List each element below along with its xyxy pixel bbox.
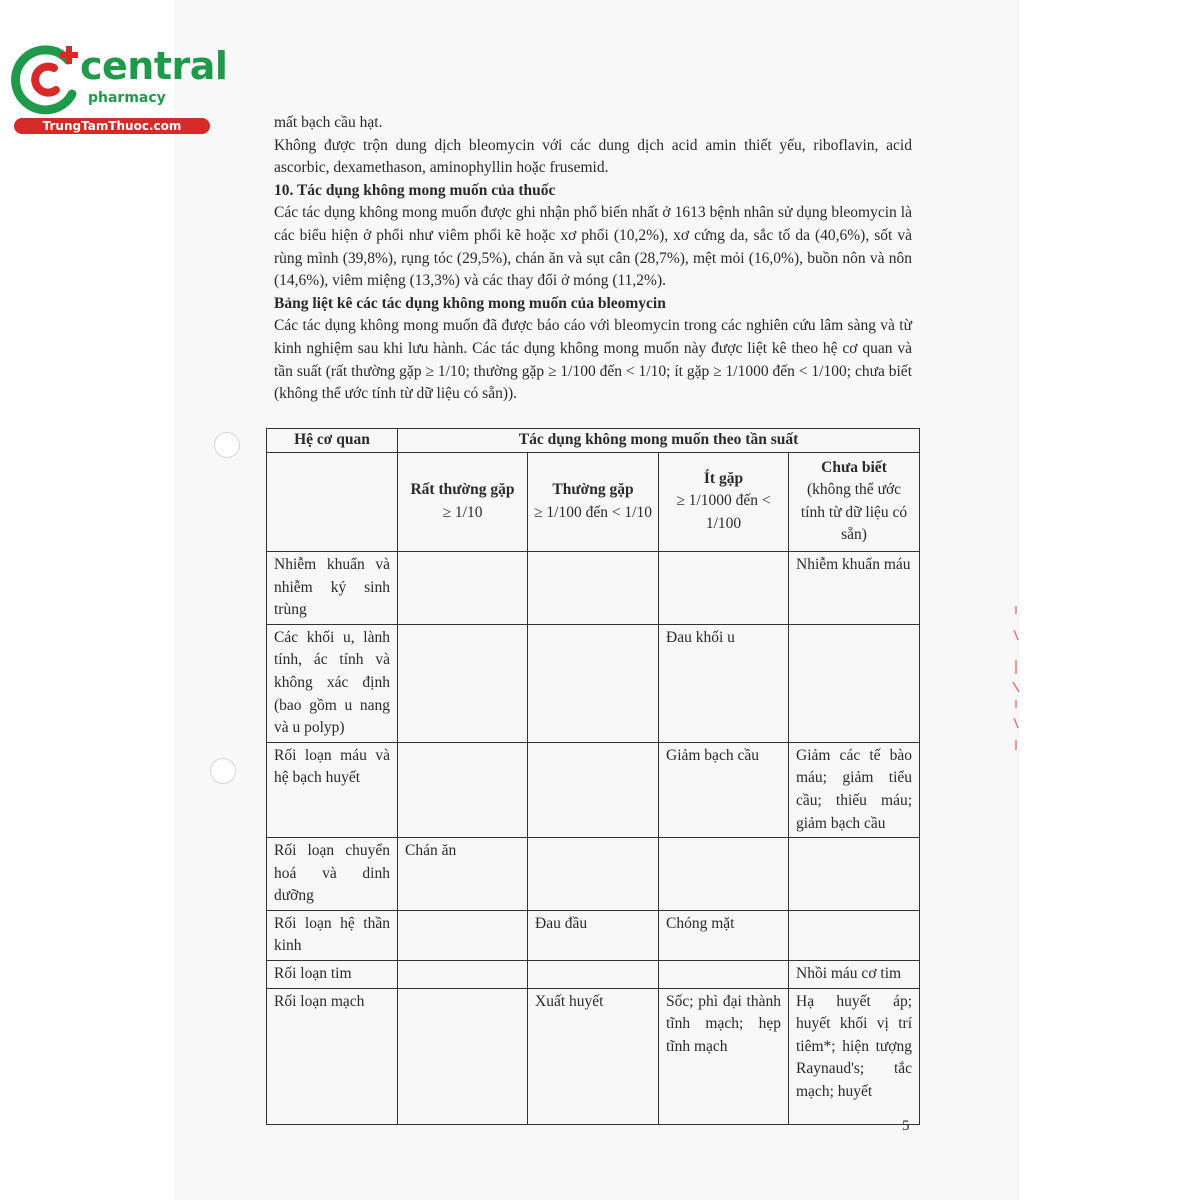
common-cell bbox=[528, 742, 659, 837]
unknown-cell: Nhiễm khuẩn máu bbox=[789, 551, 920, 624]
uncommon-cell: Sốc; phì đại thành tĩnh mạch; hẹp tĩnh mạch bbox=[659, 988, 789, 1124]
paragraph: mất bạch cầu hạt. bbox=[274, 114, 383, 131]
unknown-cell: Giảm các tế bào máu; giảm tiểu cầu; thiếu máu; giảm bạch cầu bbox=[789, 742, 920, 837]
very-common-cell bbox=[398, 742, 528, 837]
punch-hole bbox=[210, 758, 236, 784]
uncommon-cell bbox=[659, 551, 789, 624]
frequency-header-row bbox=[267, 452, 920, 551]
common-cell bbox=[528, 961, 659, 989]
organ-cell: Rối loạn mạch bbox=[267, 988, 398, 1124]
unknown-cell bbox=[789, 838, 920, 911]
common-cell bbox=[528, 624, 659, 742]
very-common-cell bbox=[398, 624, 528, 742]
common-cell bbox=[528, 551, 659, 624]
uncommon-cell: Đau khối u bbox=[659, 624, 789, 742]
table-row bbox=[267, 910, 920, 960]
unknown-cell bbox=[789, 910, 920, 960]
table-heading: Bảng liệt kê các tác dụng không mong muốn của bleomycin bbox=[274, 294, 666, 312]
common-cell: Đau đầu bbox=[528, 910, 659, 960]
freq-uncommon: Ít gặp ≥ 1/1000 đến < 1/100 bbox=[659, 452, 789, 551]
freq-unknown: Chưa biết (không thể ước tính từ dữ liệu có sẵn) bbox=[789, 452, 920, 551]
logo-brand-text: central bbox=[80, 44, 228, 88]
punch-hole bbox=[214, 432, 240, 458]
pharmacy-logo[interactable] bbox=[8, 36, 228, 136]
freq-very-common: Rất thường gặp ≥ 1/10 bbox=[398, 452, 528, 551]
table-row bbox=[267, 742, 920, 837]
document-body bbox=[274, 112, 912, 406]
unknown-cell bbox=[789, 624, 920, 742]
logo-subtitle: pharmacy bbox=[88, 90, 166, 106]
paragraph: Các tác dụng không mong muốn đã được báo cáo với bleomycin trong các nghiên cứu lâm sàng và từ kinh nghiệm sau khi lưu hành. Các tác dụng không mong muốn này được liệt kê theo hệ cơ quan và tần suất (rất thường gặp ≥ 1/10; thường gặp ≥ 1/100 đến < 1/10; ít gặp ≥ 1/1000 đến < 1/100; chưa biết (không thể ước tính từ dữ liệu có sẵn)). bbox=[274, 317, 912, 403]
uncommon-cell bbox=[659, 961, 789, 989]
very-common-cell bbox=[398, 988, 528, 1124]
table-row bbox=[267, 961, 920, 989]
empty-cell bbox=[267, 452, 398, 551]
organ-cell: Rối loạn chuyển hoá và dinh dưỡng bbox=[267, 838, 398, 911]
very-common-cell bbox=[398, 551, 528, 624]
table-row bbox=[267, 624, 920, 742]
table-header-row bbox=[267, 429, 920, 453]
table-row bbox=[267, 551, 920, 624]
adverse-effects-table bbox=[266, 428, 920, 1125]
header-frequency-group: Tác dụng không mong muốn theo tần suất bbox=[398, 429, 920, 453]
table-row bbox=[267, 838, 920, 911]
common-cell: Xuất huyết bbox=[528, 988, 659, 1124]
very-common-cell bbox=[398, 910, 528, 960]
organ-cell: Các khối u, lành tính, ác tính và không xác định (bao gồm u nang và u polyp) bbox=[267, 624, 398, 742]
page-number: 5 bbox=[902, 1118, 910, 1134]
uncommon-cell: Chóng mặt bbox=[659, 910, 789, 960]
table-row bbox=[267, 988, 920, 1124]
uncommon-cell: Giảm bạch cầu bbox=[659, 742, 789, 837]
section-heading: 10. Tác dụng không mong muốn của thuốc bbox=[274, 181, 556, 199]
unknown-cell: Hạ huyết áp; huyết khối vị trí tiêm*; hiện tượng Raynaud's; tắc mạch; huyết bbox=[789, 988, 920, 1124]
red-stamp-edge-icon bbox=[1004, 600, 1026, 760]
very-common-cell bbox=[398, 961, 528, 989]
organ-cell: Rối loạn hệ thần kinh bbox=[267, 910, 398, 960]
very-common-cell: Chán ăn bbox=[398, 838, 528, 911]
unknown-cell: Nhồi máu cơ tim bbox=[789, 961, 920, 989]
common-cell bbox=[528, 838, 659, 911]
paragraph: Không được trộn dung dịch bleomycin với các dung dịch acid amin thiết yếu, riboflavin, acid ascorbic, dexamethason, aminophyllin hoặc frusemid. bbox=[274, 136, 912, 177]
paragraph: Các tác dụng không mong muốn được ghi nhận phổ biến nhất ở 1613 bệnh nhân sử dụng bleomycin là các biểu hiện ở phổi như viêm phổi kẽ hoặc xơ phổi (10,2%), xơ cứng da, sắc tố da (40,6%), sốt và rùng mình (39,8%), rụng tóc (29,5%), chán ăn và sụt cân (28,7%), mệt mỏi (16,0%), buồn nôn và nôn (14,6%), viêm miệng (13,3%) và các thay đổi ở móng (11,2%). bbox=[274, 204, 912, 290]
organ-cell: Rối loạn tim bbox=[267, 961, 398, 989]
header-organ-system: Hệ cơ quan bbox=[267, 429, 398, 453]
freq-common: Thường gặp ≥ 1/100 đến < 1/10 bbox=[528, 452, 659, 551]
organ-cell: Rối loạn máu và hệ bạch huyết bbox=[267, 742, 398, 837]
uncommon-cell bbox=[659, 838, 789, 911]
organ-cell: Nhiễm khuẩn và nhiễm ký sinh trùng bbox=[267, 551, 398, 624]
logo-website-badge: TrungTamThuoc.com bbox=[14, 118, 210, 134]
